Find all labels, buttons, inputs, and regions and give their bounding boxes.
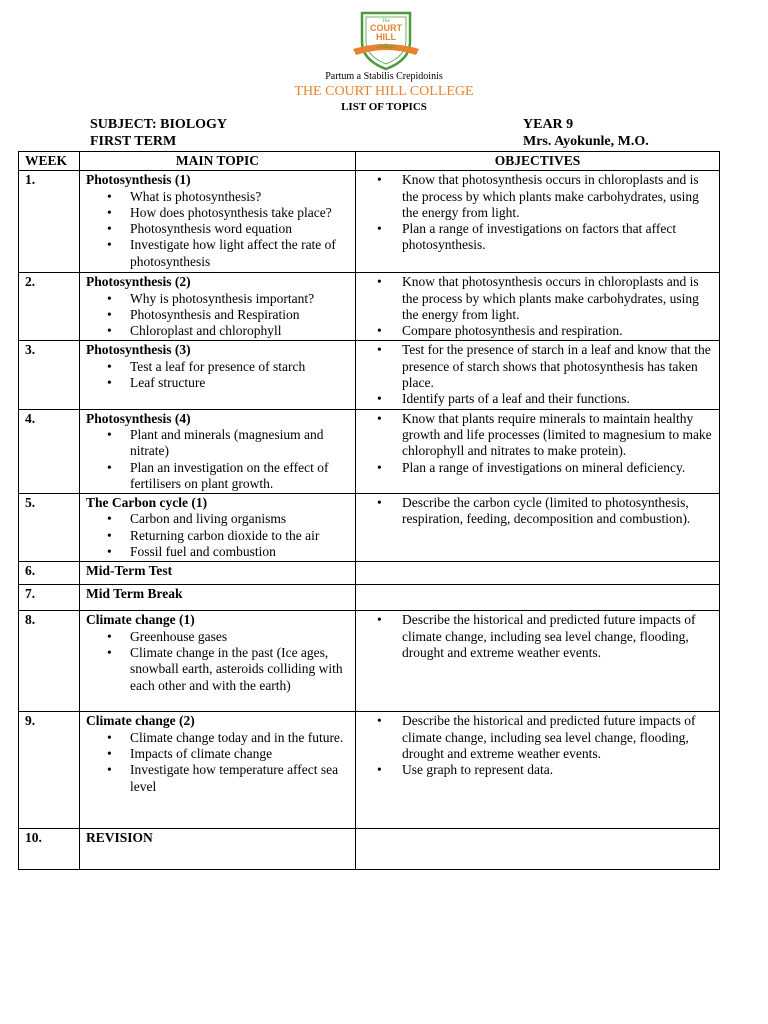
subtopic-item: • Climate change today and in the future. [130, 730, 351, 746]
table-header-row [19, 152, 720, 171]
objective-list [362, 612, 715, 661]
objective-item: • Identify parts of a leaf and their functions. [402, 391, 715, 407]
week-number: 8. [19, 611, 80, 712]
table-row [19, 829, 720, 870]
logo-text-the: The [382, 19, 390, 24]
objective-list [362, 274, 715, 339]
term-label: FIRST TERM [90, 134, 177, 149]
subtopic-item: • Greenhouse gases [130, 629, 351, 645]
objective-item: • Plan a range of investigations on factors that affect photosynthesis. [402, 221, 715, 254]
week-column-header: WEEK [19, 152, 80, 171]
objectives-cell [356, 829, 720, 870]
objectives-cell [356, 273, 720, 341]
college-name: THE COURT HILL COLLEGE [294, 84, 474, 99]
main-topic-cell [80, 562, 356, 585]
subtopic-item: • Plant and minerals (magnesium and nitrate) [130, 427, 351, 460]
topic-title: Climate change (1) [86, 612, 195, 628]
topic-title: Photosynthesis (4) [86, 410, 191, 426]
objective-item: • Know that photosynthesis occurs in chloroplasts and is the process by which plants make carbohydrates, using the energy from light. [402, 172, 715, 221]
table-row [19, 341, 720, 409]
objectives-cell [356, 171, 720, 273]
main-topic-cell [80, 712, 356, 829]
objectives-cell [356, 585, 720, 611]
objectives-cell [356, 611, 720, 712]
list-title: LIST OF TOPICS [341, 101, 427, 113]
college-crest-logo [350, 10, 422, 72]
objectives-cell [356, 409, 720, 493]
objective-item: • Test for the presence of starch in a leaf and know that the presence of starch shows that photosynthesis has taken place. [402, 342, 715, 391]
main-topic-cell [80, 341, 356, 409]
subtopic-item: • How does photosynthesis take place? [130, 205, 351, 221]
table-row [19, 611, 720, 712]
subtopic-item: • Carbon and living organisms [130, 511, 351, 527]
subtopic-list [86, 730, 351, 795]
week-number: 9. [19, 712, 80, 829]
topic-title: Mid-Term Test [86, 563, 173, 579]
table-row [19, 712, 720, 829]
topic-title: Climate change (2) [86, 713, 195, 729]
week-number: 2. [19, 273, 80, 341]
main-topic-cell [80, 611, 356, 712]
topic-title: Photosynthesis (3) [86, 342, 191, 358]
subtopic-item: • Photosynthesis word equation [130, 221, 351, 237]
main-topic-cell [80, 494, 356, 562]
objective-list [362, 495, 715, 528]
subtopic-list [86, 189, 351, 270]
subtopic-item: • Leaf structure [130, 375, 351, 391]
table-row [19, 562, 720, 585]
subtopic-item: • Returning carbon dioxide to the air [130, 528, 351, 544]
subtopic-list [86, 291, 351, 340]
table-row [19, 585, 720, 611]
week-number: 5. [19, 494, 80, 562]
week-number: 7. [19, 585, 80, 611]
table-row [19, 494, 720, 562]
topic-title: Mid Term Break [86, 586, 183, 602]
objective-list [362, 342, 715, 407]
week-number: 4. [19, 409, 80, 493]
objectives-cell [356, 562, 720, 585]
objective-item: • Describe the historical and predicted future impacts of climate change, including sea level change, flooding, drought and extreme weather events. [402, 612, 715, 661]
main-topic-cell [80, 585, 356, 611]
objective-item: • Describe the carbon cycle (limited to photosynthesis, respiration, feeding, decomposition and combustion). [402, 495, 715, 528]
subtopic-item: • Investigate how light affect the rate of photosynthesis [130, 237, 351, 270]
subtopic-item: • Investigate how temperature affect sea level [130, 762, 351, 795]
subtopic-item: • Test a leaf for presence of starch [130, 359, 351, 375]
objective-item: • Use graph to represent data. [402, 762, 715, 778]
table-row [19, 273, 720, 341]
objectives-cell [356, 712, 720, 829]
logo-text-college: College [376, 44, 396, 50]
week-number: 10. [19, 829, 80, 870]
topic-title: The Carbon cycle (1) [86, 495, 208, 511]
main-topic-cell [80, 409, 356, 493]
objective-item: • Describe the historical and predicted future impacts of climate change, including sea level change, flooding, drought and extreme weather events. [402, 713, 715, 762]
subtopic-list [86, 511, 351, 560]
subtopic-list [86, 359, 351, 392]
topic-title: Photosynthesis (1) [86, 172, 191, 188]
table-row [19, 171, 720, 273]
topic-title: Photosynthesis (2) [86, 274, 191, 290]
main-topic-cell [80, 273, 356, 341]
topics-table [18, 151, 720, 870]
subtopic-list [86, 629, 351, 694]
subtopic-item: • Plan an investigation on the effect of fertilisers on plant growth. [130, 460, 351, 493]
logo-text-court: COURT [370, 23, 402, 33]
logo-text-hill: HILL [376, 32, 396, 42]
objective-item: • Know that plants require minerals to maintain healthy growth and life processes (limited to magnesium to make chlorophyll and nitrates to make protein). [402, 411, 715, 460]
objectives-cell [356, 494, 720, 562]
subtopic-item: • Chloroplast and chlorophyll [130, 323, 351, 339]
table-body [19, 171, 720, 870]
objective-item: • Know that photosynthesis occurs in chloroplasts and is the process by which plants make carbohydrates, using the energy from light. [402, 274, 715, 323]
topic-title: REVISION [86, 830, 153, 846]
subtopic-item: • Impacts of climate change [130, 746, 351, 762]
week-number: 6. [19, 562, 80, 585]
subtopic-item: • Photosynthesis and Respiration [130, 307, 351, 323]
objective-list [362, 411, 715, 476]
subtopic-item: • Climate change in the past (Ice ages, snowball earth, asteroids colliding with each other and with the earth) [130, 645, 351, 694]
subtopic-list [86, 427, 351, 492]
subtopic-item: • Fossil fuel and combustion [130, 544, 351, 560]
table-row [19, 409, 720, 493]
subtopic-item: • Why is photosynthesis important? [130, 291, 351, 307]
objective-list [362, 713, 715, 778]
subtopic-item: • What is photosynthesis? [130, 189, 351, 205]
subject-label: SUBJECT: BIOLOGY [90, 117, 228, 132]
main-topic-cell [80, 171, 356, 273]
main-topic-column-header: MAIN TOPIC [80, 152, 356, 171]
week-number: 1. [19, 171, 80, 273]
week-number: 3. [19, 341, 80, 409]
objective-list [362, 172, 715, 253]
objectives-cell [356, 341, 720, 409]
teacher-label: Mrs. Ayokunle, M.O. [523, 134, 649, 149]
main-topic-cell [80, 829, 356, 870]
objectives-column-header: OBJECTIVES [356, 152, 720, 171]
year-label: YEAR 9 [523, 117, 574, 132]
college-motto: Partum a Stabilis Crepidoinis [325, 71, 443, 82]
objective-item: • Compare photosynthesis and respiration. [402, 323, 715, 339]
objective-item: • Plan a range of investigations on mineral deficiency. [402, 460, 715, 476]
